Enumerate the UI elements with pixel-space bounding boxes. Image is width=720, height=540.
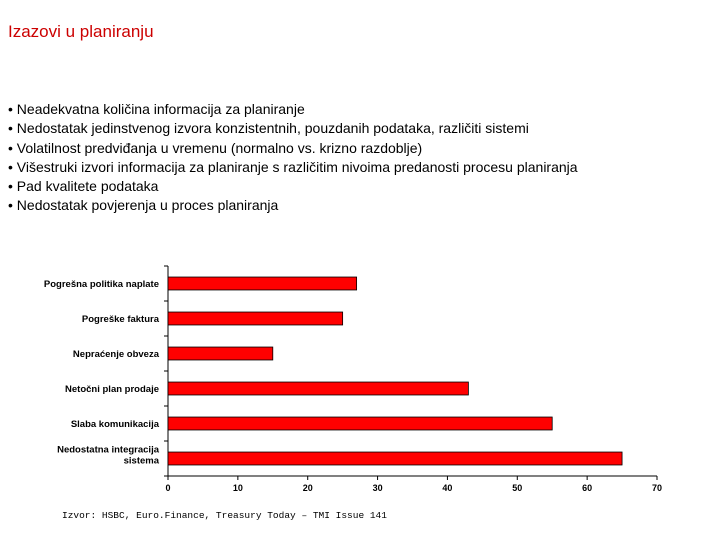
bullet-item: • Nedostatak povjerenja u proces planiranja [8, 196, 578, 215]
source-note: Izvor: HSBC, Euro.Finance, Treasury Today – TMI Issue 141 [62, 510, 387, 521]
bar-chart [0, 260, 720, 540]
x-tick-label: 70 [651, 483, 663, 493]
x-tick-label: 60 [582, 483, 593, 493]
bullet-item: • Nedostatak jedinstvenog izvora konzistentnih, pouzdanih podataka, različiti sistemi [8, 119, 578, 138]
category-label: Netočni plan prodaje [65, 384, 159, 395]
category-label: Slaba komunikacija [70, 419, 159, 430]
category-label: Pogreške faktura [81, 314, 159, 325]
x-tick-label: 0 [165, 483, 171, 493]
bar [168, 417, 552, 430]
bar [168, 277, 357, 290]
x-tick-label: 10 [232, 483, 243, 493]
bullet-item: • Višestruki izvori informacija za planiranje s različitim nivoima predanosti procesu planiranja [8, 158, 578, 177]
bar [168, 347, 273, 360]
x-tick-label: 40 [442, 483, 453, 493]
bullet-list [8, 100, 578, 216]
x-tick-label: 30 [372, 483, 383, 493]
slide-title: Izazovi u planiranju [8, 22, 154, 41]
x-tick-label: 20 [302, 483, 313, 493]
bar [168, 382, 468, 395]
category-label: Nepraćenje obveza [72, 349, 159, 360]
category-label: Pogrešna politika naplate [43, 279, 159, 290]
bar [168, 312, 343, 325]
bullet-item: • Pad kvalitete podataka [8, 177, 578, 196]
x-tick-label: 50 [512, 483, 523, 493]
bullet-item: • Neadekvatna količina informacija za planiranje [8, 100, 578, 119]
bullet-item: • Volatilnost predviđanja u vremenu (normalno vs. krizno razdoblje) [8, 139, 578, 158]
category-label: Nedostatna integracija sistema [57, 444, 159, 467]
bar [168, 452, 622, 465]
